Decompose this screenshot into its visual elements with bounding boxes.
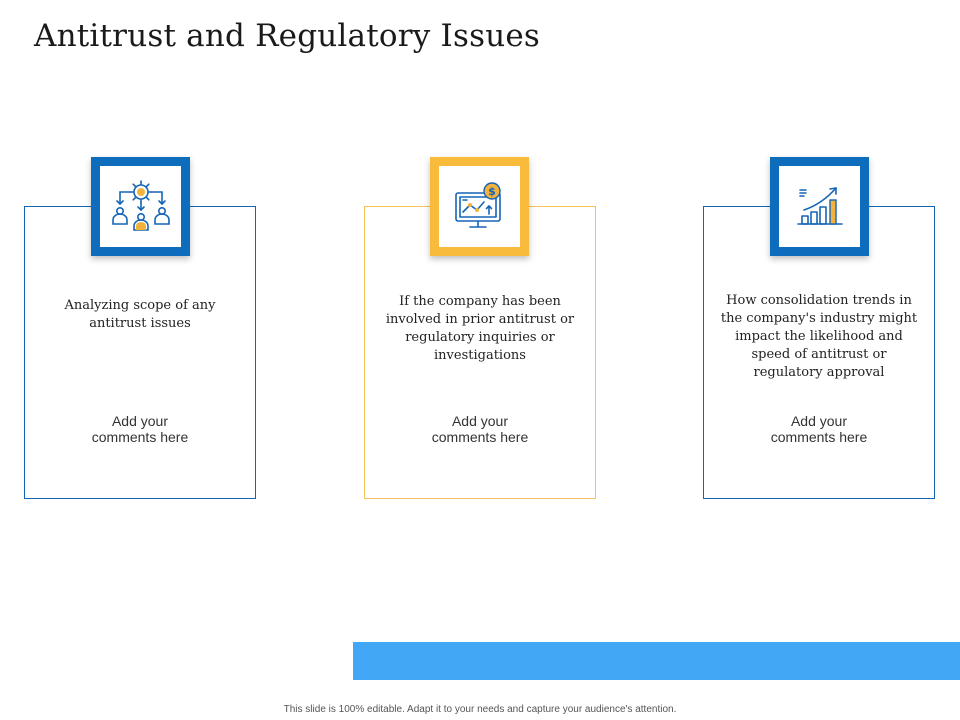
card-comment — [704, 413, 934, 445]
icon-frame-consolidation — [770, 157, 869, 256]
card-description: Analyzing scope of any antitrust issues — [64, 298, 216, 331]
card-comment — [365, 413, 595, 445]
slide-title: Antitrust and Regulatory Issues — [34, 18, 541, 54]
growth-bar-chart-icon — [794, 182, 846, 232]
comment-line: Add your — [790, 413, 848, 429]
card-description: If the company has been involved in prior antitrust or regulatory inquiries or investigations — [385, 294, 575, 363]
svg-text:$: $ — [487, 184, 496, 198]
comment-line: Add your — [111, 413, 169, 429]
icon-frame-prior-inquiries — [430, 157, 529, 256]
comment-line: comments here — [770, 429, 868, 445]
footer-note: This slide is 100% editable. Adapt it to your needs and capture your audience's attention. — [283, 704, 677, 715]
comment-line: comments here — [431, 429, 529, 445]
monitor-dollar-chart-icon — [452, 181, 508, 233]
card-comment — [25, 413, 255, 445]
bottom-accent-bar — [353, 642, 960, 680]
comment-line: comments here — [91, 429, 189, 445]
card-description: How consolidation trends in the company's industry might impact the likelihood and speed of antitrust or regulatory approval — [720, 293, 918, 380]
icon-frame-scope — [91, 157, 190, 256]
comment-line: Add your — [451, 413, 509, 429]
team-network-gear-icon — [110, 178, 172, 236]
